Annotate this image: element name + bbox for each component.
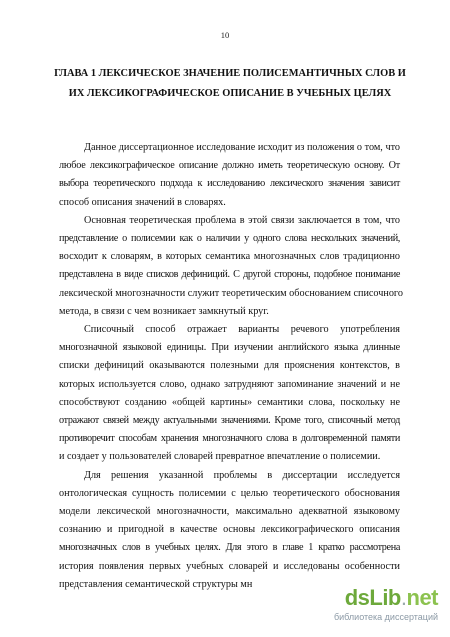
text-line: онтологическая сущность полисемии с целью теоретического обоснования [59,487,400,499]
logo-dot: . [400,585,407,610]
text-line: сознанию и пригодной в качестве основы лексикографического описания [59,524,400,536]
dslib-tagline: библиотека диссертаций [333,612,438,622]
text-line: Основная теоретическая проблема в этой связи заключается в том, что [84,214,400,226]
logo-lib: Lib [369,585,401,610]
chapter-title-line-2: ИХ ЛЕКСИКОГРАФИЧЕСКОЕ ОПИСАНИЕ В УЧЕБНЫХ ЦЕЛЯХ [68,88,392,99]
text-line: способствуют созданию «общей картины» семантики слова, поскольку не [59,396,400,408]
text-line: которых используется слово, однако затрудняют запоминание значений и не [59,378,400,390]
paragraph-4 [59,467,400,594]
dslib-logo [345,585,438,611]
text-line: представление о полисемии как о наличии у одного слова нескольких значений, [59,233,400,245]
text-line: представления семантической структуры мн [59,578,253,590]
text-line: способ описания значений в словарях. [59,196,226,208]
page-number: 10 [220,30,230,40]
text-line: представлена в виде списков дефиниций. С другой стороны, подобное понимание [59,269,400,281]
text-line: отражают связей между актуальными значениями. Кроме того, списочный метод [59,415,400,427]
text-line: Для решения указанной проблемы в диссертации исследуется [84,469,400,481]
text-line: лексической многозначности служит теоретическим обоснованием списочного [59,287,403,299]
text-line: и создает у пользователей словарей превратное впечатление о полисемии. [59,451,381,463]
logo-ds: ds [344,585,370,610]
text-line: история появления первых учебных словарей и исследованы особенности [59,560,400,572]
text-line: любое лексикографическое описание должно иметь теоретическую основу. От [59,160,400,172]
chapter-title-line-1: ГЛАВА 1 ЛЕКСИЧЕСКОЕ ЗНАЧЕНИЕ ПОЛИСЕМАНТИЧНЫХ СЛОВ И [54,68,406,79]
logo-net: net [406,585,438,610]
text-line: восходит к словарям, в которых семантика многозначных слов традиционно [59,251,400,263]
text-line: выбора теоретического подхода к исследованию лексического значения зависит [59,178,400,190]
text-line: списки дефиниций оказываются полезными для прояснения контекстов, в [59,360,400,372]
paragraph-1 [59,139,400,212]
body-text [59,139,403,594]
text-line: многозначной языковой единицы. При изучении английского языка длинные [59,342,400,354]
text-line: противоречит способам хранения многозначного слова в долговременной памяти [59,433,400,445]
text-line: Списочный способ отражает варианты речевого употребления [84,324,400,336]
text-line: многозначных слов в учебных целях. Для этого в главе 1 кратко рассмотрена [59,542,400,554]
paragraph-2 [59,212,403,321]
text-line: модели лексической многозначности, максимально адекватной языковому [59,506,400,518]
dslib-watermark [318,585,438,627]
text-line: Данное диссертационное исследование исходит из положения о том, что [84,142,400,153]
text-line: метода, в связи с чем возникает замкнутый круг. [59,305,269,317]
chapter-title [52,64,408,104]
paragraph-3 [59,321,400,467]
